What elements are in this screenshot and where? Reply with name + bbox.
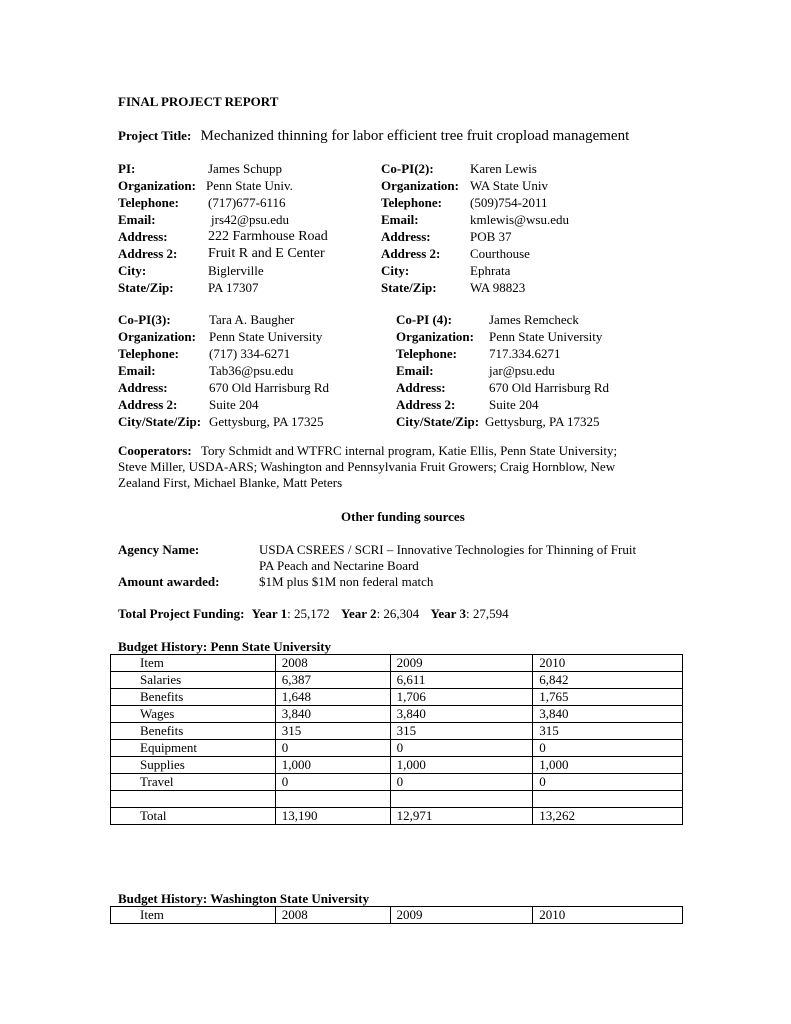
contact-value: (717) 334-6271 bbox=[209, 346, 291, 361]
year-1-value: : 25,172 bbox=[287, 606, 330, 621]
cooperators-text-1: Tory Schmidt and WTFRC internal program, Katie Ellis, Penn State University; bbox=[200, 443, 618, 458]
table-row bbox=[111, 740, 683, 757]
contact-value: 670 Old Harrisburg Rd bbox=[209, 380, 330, 395]
contact-value: Penn State University bbox=[209, 329, 323, 344]
contact-value: Penn State University bbox=[489, 329, 603, 344]
contact-key: State/Zip: bbox=[381, 280, 437, 295]
table-row-label: Salaries bbox=[111, 672, 276, 689]
contact-value: Suite 204 bbox=[489, 397, 539, 412]
table-row-label: Item bbox=[111, 907, 276, 924]
contact-value: 717.334.6271 bbox=[489, 346, 561, 361]
table-cell: 6,611 bbox=[390, 672, 533, 689]
amount-awarded-label: Amount awarded: bbox=[118, 574, 220, 589]
year-2-value: : 26,304 bbox=[376, 606, 420, 621]
cooperators-text-3: Zealand First, Michael Blanke, Matt Peters bbox=[118, 475, 343, 490]
contact-value: kmlewis@wsu.edu bbox=[470, 212, 569, 227]
table-cell bbox=[275, 791, 390, 808]
contact-key: Organization: bbox=[381, 178, 459, 193]
total-funding-label: Total Project Funding: bbox=[118, 606, 245, 621]
contact-value: Biglerville bbox=[208, 263, 264, 278]
table-cell: 2009 bbox=[390, 655, 533, 672]
table-cell bbox=[533, 791, 683, 808]
table-row bbox=[111, 757, 683, 774]
contact-value: jrs42@psu.edu bbox=[211, 212, 290, 227]
budget-psu-table bbox=[110, 654, 683, 825]
table-row bbox=[111, 907, 683, 924]
project-title-value: Mechanized thinning for labor efficient tree fruit cropload management bbox=[200, 128, 630, 144]
table-row bbox=[111, 791, 683, 808]
table-cell: 1,648 bbox=[275, 689, 390, 706]
contact-block-copi-4 bbox=[396, 311, 656, 430]
contact-value: 670 Old Harrisburg Rd bbox=[489, 380, 610, 395]
contact-key: Email: bbox=[396, 363, 434, 378]
table-cell: 1,706 bbox=[390, 689, 533, 706]
table-cell: 2009 bbox=[390, 907, 533, 924]
table-cell: 0 bbox=[390, 774, 533, 791]
contact-value: (717)677-6116 bbox=[208, 195, 286, 210]
contact-role: PI: bbox=[118, 161, 136, 176]
contact-key: City: bbox=[118, 263, 147, 278]
agency-name-value-2: PA Peach and Nectarine Board bbox=[259, 558, 419, 573]
project-title-row bbox=[118, 128, 629, 144]
contact-key: Organization: bbox=[118, 329, 196, 344]
table-row-label bbox=[111, 791, 276, 808]
contact-key: Telephone: bbox=[396, 346, 457, 361]
contact-key: State/Zip: bbox=[118, 280, 174, 295]
table-cell: 2010 bbox=[533, 655, 683, 672]
contact-value: Tab36@psu.edu bbox=[209, 363, 294, 378]
contact-role: Co-PI(2): bbox=[381, 161, 434, 176]
contact-key: Address 2: bbox=[118, 397, 178, 412]
contact-role: Co-PI (4): bbox=[396, 312, 452, 327]
contact-key: City/State/Zip: bbox=[396, 414, 480, 429]
amount-awarded-value: $1M plus $1M non federal match bbox=[259, 574, 434, 589]
contact-key: Telephone: bbox=[118, 195, 179, 210]
contact-key: Address: bbox=[118, 229, 168, 244]
contact-value: Gettysburg, PA 17325 bbox=[209, 414, 324, 429]
table-row-label: Travel bbox=[111, 774, 276, 791]
contact-value: WA State Univ bbox=[470, 178, 548, 193]
table-cell: 0 bbox=[533, 774, 683, 791]
report-title: FINAL PROJECT REPORT bbox=[118, 94, 279, 109]
table-cell: 3,840 bbox=[533, 706, 683, 723]
table-cell: 0 bbox=[275, 774, 390, 791]
table-cell: 2008 bbox=[275, 907, 390, 924]
cooperators-line-1 bbox=[118, 443, 617, 459]
contact-name: James Remcheck bbox=[489, 312, 579, 327]
contact-value: Suite 204 bbox=[209, 397, 259, 412]
table-cell: 315 bbox=[275, 723, 390, 740]
table-cell: 1,000 bbox=[275, 757, 390, 774]
table-row bbox=[111, 808, 683, 825]
contact-key: Address: bbox=[396, 380, 446, 395]
table-row bbox=[111, 689, 683, 706]
table-row-label: Supplies bbox=[111, 757, 276, 774]
project-title-label: Project Title: bbox=[118, 128, 192, 143]
contact-value: (509)754-2011 bbox=[470, 195, 548, 210]
table-cell: 315 bbox=[390, 723, 533, 740]
contact-value: Penn State Univ. bbox=[206, 178, 293, 193]
table-row bbox=[111, 706, 683, 723]
table-row-label: Equipment bbox=[111, 740, 276, 757]
table-cell: 3,840 bbox=[390, 706, 533, 723]
table-row-label: Benefits bbox=[111, 689, 276, 706]
budget-wsu-title: Budget History: Washington State University bbox=[118, 891, 370, 906]
contact-name: Karen Lewis bbox=[470, 161, 537, 176]
cooperators-text-2: Steve Miller, USDA-ARS; Washington and Pennsylvania Fruit Growers; Craig Hornblow, New bbox=[118, 459, 616, 474]
table-cell: 1,000 bbox=[533, 757, 683, 774]
contact-key: Organization: bbox=[396, 329, 474, 344]
table-cell bbox=[390, 791, 533, 808]
contact-value: Gettysburg, PA 17325 bbox=[485, 414, 600, 429]
table-cell: 1,000 bbox=[390, 757, 533, 774]
table-cell: 6,387 bbox=[275, 672, 390, 689]
agency-name-label: Agency Name: bbox=[118, 542, 200, 557]
contact-key: Email: bbox=[118, 363, 156, 378]
table-cell: 6,842 bbox=[533, 672, 683, 689]
contact-name: James Schupp bbox=[208, 161, 283, 176]
table-row-label: Item bbox=[111, 655, 276, 672]
table-cell: 1,765 bbox=[533, 689, 683, 706]
contact-value: Fruit R and E Center bbox=[208, 246, 325, 261]
contact-value: 222 Farmhouse Road bbox=[208, 229, 328, 244]
year-3-label: Year 3 bbox=[430, 606, 466, 621]
table-row bbox=[111, 655, 683, 672]
table-cell: 0 bbox=[275, 740, 390, 757]
contact-block-copi-3 bbox=[118, 311, 388, 430]
table-cell: 2010 bbox=[533, 907, 683, 924]
table-cell: 2008 bbox=[275, 655, 390, 672]
table-row-label: Benefits bbox=[111, 723, 276, 740]
other-funding-heading: Other funding sources bbox=[341, 509, 465, 524]
contact-block-pi bbox=[118, 160, 368, 296]
contact-role: Co-PI(3): bbox=[118, 312, 171, 327]
contact-key: Organization: bbox=[118, 178, 196, 193]
contact-key: Address 2: bbox=[381, 246, 441, 261]
year-3-value: : 27,594 bbox=[465, 606, 509, 621]
contact-value: WA 98823 bbox=[470, 280, 526, 295]
contact-key: Address 2: bbox=[118, 246, 178, 261]
year-1-label: Year 1 bbox=[251, 606, 288, 621]
budget-psu-title: Budget History: Penn State University bbox=[118, 639, 332, 654]
table-cell: 12,971 bbox=[390, 808, 533, 825]
table-row bbox=[111, 774, 683, 791]
contact-key: Address: bbox=[118, 380, 168, 395]
table-row bbox=[111, 672, 683, 689]
table-cell: 3,840 bbox=[275, 706, 390, 723]
year-2-label: Year 2 bbox=[341, 606, 377, 621]
table-cell: 0 bbox=[533, 740, 683, 757]
table-row-label: Wages bbox=[111, 706, 276, 723]
total-project-funding bbox=[118, 606, 509, 622]
contact-key: Address: bbox=[381, 229, 431, 244]
budget-wsu-table bbox=[110, 906, 683, 924]
table-cell: 0 bbox=[390, 740, 533, 757]
contact-key: Telephone: bbox=[381, 195, 442, 210]
table-cell: 13,190 bbox=[275, 808, 390, 825]
contact-name: Tara A. Baugher bbox=[209, 312, 295, 327]
contact-value: PA 17307 bbox=[208, 280, 259, 295]
table-cell: 315 bbox=[533, 723, 683, 740]
agency-name-value-1: USDA CSREES / SCRI – Innovative Technologies for Thinning of Fruit bbox=[259, 542, 637, 557]
contact-key: Email: bbox=[381, 212, 419, 227]
contact-key: Telephone: bbox=[118, 346, 179, 361]
table-row-label: Total bbox=[111, 808, 276, 825]
contact-value: jar@psu.edu bbox=[489, 363, 555, 378]
contact-key: City: bbox=[381, 263, 410, 278]
cooperators-label: Cooperators: bbox=[118, 443, 192, 458]
contact-value: Ephrata bbox=[470, 263, 511, 278]
contact-value: Courthouse bbox=[470, 246, 530, 261]
contact-block-copi-2 bbox=[381, 160, 641, 296]
contact-key: City/State/Zip: bbox=[118, 414, 202, 429]
contact-value: POB 37 bbox=[470, 229, 512, 244]
table-cell: 13,262 bbox=[533, 808, 683, 825]
contact-key: Email: bbox=[118, 212, 156, 227]
contact-key: Address 2: bbox=[396, 397, 456, 412]
table-row bbox=[111, 723, 683, 740]
